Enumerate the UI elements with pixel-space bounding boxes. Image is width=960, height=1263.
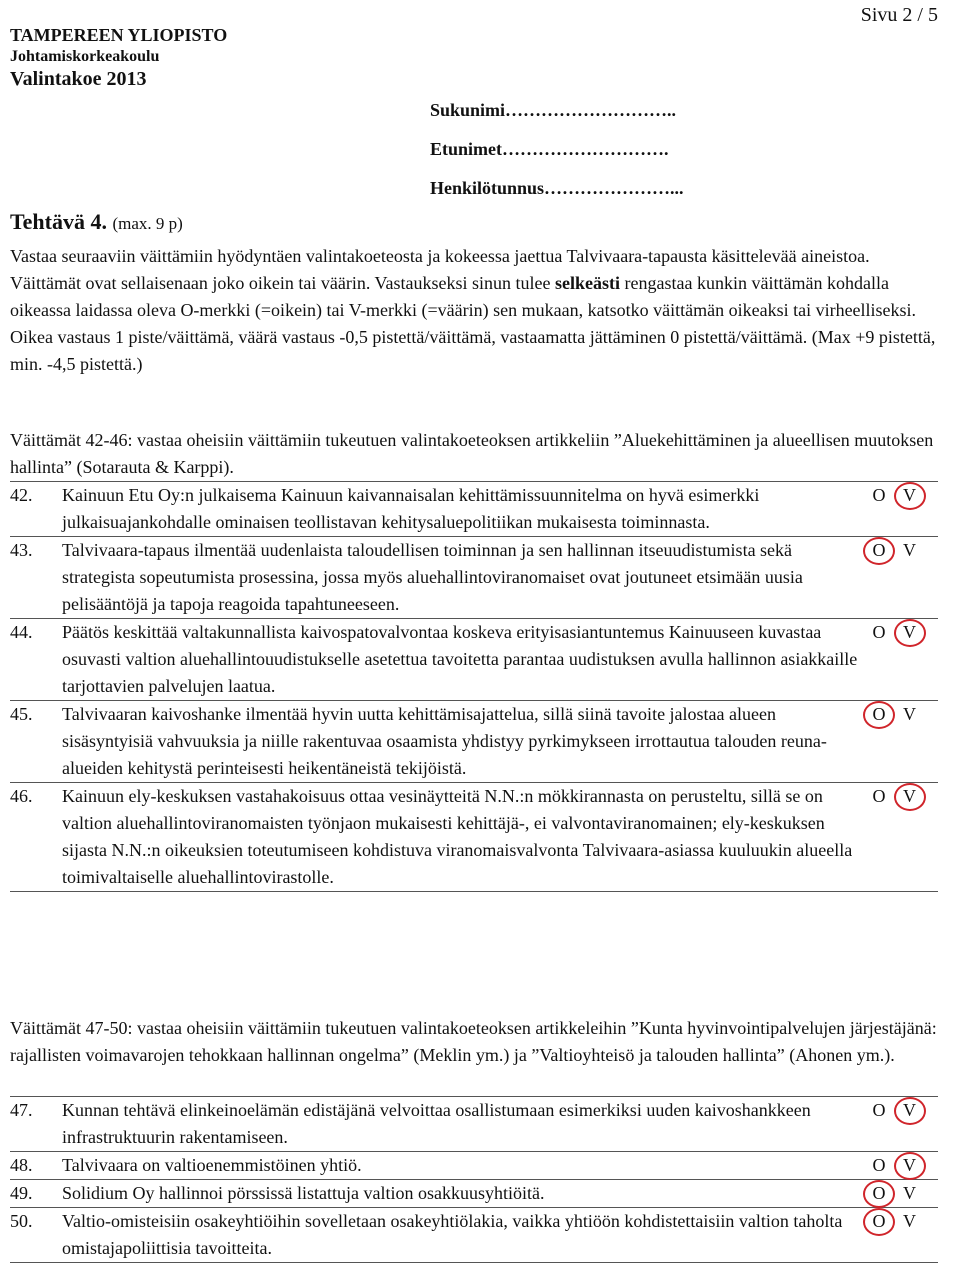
option-v[interactable]: V — [903, 1211, 916, 1231]
statements-table-1 — [10, 481, 938, 892]
answer-options — [866, 482, 938, 537]
option-o[interactable]: O — [872, 485, 886, 505]
option-o[interactable]: O — [872, 1100, 886, 1120]
statement-text: Talvivaara-tapaus ilmentää uudenlaista taloudellisen toiminnan ja sen hallinnan itseuudistumista sekä strategista sopeutumista prosessina, jossa myös aluehallintoviranomaiset ovat joutuneet etsimään uusia pelisääntöjä ja tapoja reagoida tapahtuneeseen. — [62, 537, 866, 619]
task-points: (max. 9 p) — [112, 214, 183, 233]
task-instructions — [10, 243, 940, 378]
statement-text: Talvivaaran kaivoshanke ilmentää hyvin uutta kehittämisajattelua, sillä siinä tavoite jalostaa alueen sisäsyntyisiä vahvuuksia ja niille rakentuvaa osaamista yhdistyy pyrkimykseen irrottautua talouden reuna-alueiden kehitystä perinteisesti heikentäneistä tekijöistä. — [62, 701, 866, 783]
answer-options — [866, 1152, 938, 1180]
statement-row — [10, 1097, 938, 1152]
statement-number: 45. — [10, 701, 62, 783]
answer-options — [866, 1180, 938, 1208]
statement-number: 43. — [10, 537, 62, 619]
statements-table-2 — [10, 1096, 938, 1263]
option-v[interactable]: V — [897, 1097, 923, 1124]
statement-text: Solidium Oy hallinnoi pörssissä listattuja valtion osakkuusyhtiöitä. — [62, 1180, 866, 1208]
header-block — [10, 24, 227, 90]
option-o[interactable]: O — [872, 1155, 886, 1175]
option-v[interactable]: V — [903, 704, 916, 724]
section2-intro: Väittämät 47-50: vastaa oheisiin väittämiin tukeutuen valintakoeteoksen artikkeleihin ”Kunta hyvinvointipalvelujen järjestäjänä: rajallisten voimavarojen tehokkaan hallinnan ongelma” (Meklin ym.) ja ”Valtioyhteisö ja talouden hallinta” (Ahonen ym.). — [10, 1018, 937, 1065]
answer-options — [866, 1208, 938, 1263]
statement-row — [10, 537, 938, 619]
option-v[interactable]: V — [903, 540, 916, 560]
university-name: TAMPEREEN YLIOPISTO — [10, 25, 228, 45]
statement-number: 48. — [10, 1152, 62, 1180]
statement-text: Päätös keskittää valtakunnallista kaivospatovalvontaa koskeva erityisasiantuntemus Kainuuseen kuvastaa osuvasti valtion aluehallintouudistukselle asetettua tavoitetta parantaa uudistuksen avulla hallinnon asiakkaille tarjottavien palvelujen laatua. — [62, 619, 866, 701]
school-name: Johtamiskorkeakoulu — [10, 48, 160, 65]
answer-options — [866, 1097, 938, 1152]
statement-number: 47. — [10, 1097, 62, 1152]
statement-row — [10, 701, 938, 783]
statement-text: Talvivaara on valtioenemmistöinen yhtiö. — [62, 1152, 866, 1180]
statement-number: 49. — [10, 1180, 62, 1208]
statement-text: Kainuun ely-keskuksen vastahakoisuus ottaa vesinäytteitä N.N.:n mökkirannasta on perusteltu, sillä se on valtion aluehallintoviranomaisten työnjaon mukaisesti kehittäjä-, ei valvontaviranomainen; ely-keskuksen sijasta N.N.:n oikeuksien toteutumiseen kohdistuva viranomaisvalvonta Talvivaara-asiassa kuuluukin alueella toimivaltaiselle aluehallintovirastolle. — [62, 783, 866, 892]
option-o[interactable]: O — [866, 701, 892, 728]
exam-title: Valintakoe 2013 — [10, 68, 147, 90]
instructions-part-1: Vastaa seuraaviin väittämiin hyödyntäen valintakoeteosta ja kokeessa jaettua Talvivaara-tapausta käsittelevää aineistoa. Väittämät ovat sellaisenaan joko oikein tai väärin. Vastaukseksi sinun tulee — [10, 246, 870, 293]
answer-options — [866, 619, 938, 701]
statement-row — [10, 1152, 938, 1180]
option-v[interactable]: V — [897, 482, 923, 509]
statement-row — [10, 482, 938, 537]
section1-intro: Väittämät 42-46: vastaa oheisiin väittämiin tukeutuen valintakoeteoksen artikkeliin ”Aluekehittäminen ja alueellisen muutoksen hallinta” (Sotarauta & Karppi). — [10, 430, 934, 477]
statement-number: 46. — [10, 783, 62, 892]
id-field[interactable]: Henkilötunnus…………………... — [430, 178, 684, 198]
statement-row — [10, 619, 938, 701]
statement-text: Kunnan tehtävä elinkeinoelämän edistäjänä velvoittaa osallistumaan esimerkiksi uuden kaivoshankkeen infrastruktuurin rakentamiseen. — [62, 1097, 866, 1152]
instructions-part-2: rengastaa kunkin väittämän kohdalla oikeassa laidassa oleva O-merkki (=oikein) tai V-merkki (=väärin) sen mukaan, katsotko väittämän oikeaksi tai virheelliseksi. Oikea vastaus 1 piste/väittämä, väärä vastaus -0,5 pistettä/väittämä, vastaamatta jättäminen 0 pistettä/väittämä. (Max +9 pistettä, min. -4,5 pistettä.) — [10, 273, 936, 374]
statement-text: Kainuun Etu Oy:n julkaisema Kainuun kaivannaisalan kehittämissuunnitelma on hyvä esimerkki julkaisuajankohdalle ominaisen teollistavan kehitysaluepolitiikan mukaisesta toiminnasta. — [62, 482, 866, 537]
option-o[interactable]: O — [866, 537, 892, 564]
instructions-emphasis: selkeästi — [555, 273, 621, 293]
option-o[interactable]: O — [872, 622, 886, 642]
option-v[interactable]: V — [897, 1152, 923, 1179]
answer-options — [866, 537, 938, 619]
statement-row — [10, 783, 938, 892]
task-title — [10, 208, 183, 237]
option-v[interactable]: V — [897, 783, 923, 810]
statement-number: 44. — [10, 619, 62, 701]
surname-field[interactable]: Sukunimi……………………….. — [430, 100, 677, 120]
option-o[interactable]: O — [866, 1208, 892, 1235]
statement-number: 50. — [10, 1208, 62, 1263]
firstnames-field[interactable]: Etunimet………………………. — [430, 139, 669, 159]
option-v[interactable]: V — [903, 1183, 916, 1203]
option-o[interactable]: O — [866, 1180, 892, 1207]
option-v[interactable]: V — [897, 619, 923, 646]
page-number: Sivu 2 / 5 — [860, 4, 938, 26]
statement-row — [10, 1180, 938, 1208]
option-o[interactable]: O — [872, 786, 886, 806]
statement-row — [10, 1208, 938, 1263]
answer-options — [866, 701, 938, 783]
statement-number: 42. — [10, 482, 62, 537]
answer-options — [866, 783, 938, 892]
statement-text: Valtio-omisteisiin osakeyhtiöihin sovelletaan osakeyhtiölakia, vaikka yhtiöön kohdistettaisiin valtion taholta omistajapoliittisia tavoitteita. — [62, 1208, 866, 1263]
task-title-text: Tehtävä 4. — [10, 209, 107, 234]
